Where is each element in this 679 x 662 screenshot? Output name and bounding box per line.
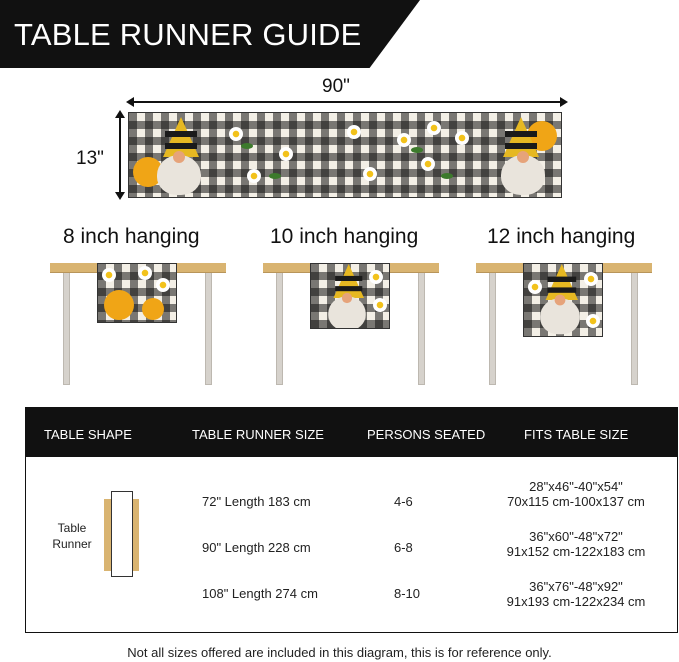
leaf-icon: [441, 173, 453, 179]
runner-illustration: [128, 112, 562, 198]
table-leg: [418, 272, 425, 385]
row1-fit: [494, 479, 658, 509]
runner-shape-icon: [111, 491, 133, 577]
daisy-icon: [373, 298, 387, 312]
daisy-icon: [397, 133, 411, 147]
row3-fit: [494, 579, 658, 609]
hanging-label-12: 12 inch hanging: [487, 225, 636, 248]
header-fits-table-size: FITS TABLE SIZE: [524, 427, 629, 442]
daisy-icon: [229, 127, 243, 141]
table-leg: [276, 272, 283, 385]
daisy-icon: [586, 314, 600, 328]
shape-label-line2: Runner: [52, 537, 92, 551]
row3-fit-cm: 91x193 cm-122x234 cm: [506, 594, 646, 609]
daisy-icon: [102, 268, 116, 282]
gnome-icon: [322, 264, 373, 329]
table-leg: [205, 272, 212, 385]
row1-fit-inches: 28"x46"-40"x54": [529, 479, 623, 494]
header-persons-seated: PERSONS SEATED: [367, 427, 486, 442]
header-runner-size: TABLE RUNNER SIZE: [192, 427, 324, 442]
leaf-icon: [269, 173, 281, 179]
gnome-icon: [533, 264, 587, 336]
daisy-icon: [156, 278, 170, 292]
row2-fit-inches: 36"x60"-48"x72": [529, 529, 623, 544]
hanging-label-10: 10 inch hanging: [270, 225, 419, 248]
gnome-icon: [493, 117, 553, 197]
width-label: 13": [76, 148, 104, 169]
table-leg: [489, 272, 496, 385]
daisy-icon: [584, 272, 598, 286]
row1-persons: 4-6: [394, 494, 413, 509]
daisy-icon: [363, 167, 377, 181]
disclaimer-note: Not all sizes offered are included in this diagram, this is for reference only.: [127, 645, 552, 660]
length-arrow: [128, 101, 566, 103]
hanging-label-8: 8 inch hanging: [63, 225, 200, 248]
row1-fit-cm: 70x115 cm-100x137 cm: [507, 494, 645, 509]
daisy-icon: [369, 270, 383, 284]
header-table-shape: TABLE SHAPE: [44, 427, 132, 442]
row2-size: 90" Length 228 cm: [202, 540, 311, 555]
leaf-icon: [411, 147, 423, 153]
daisy-icon: [421, 157, 435, 171]
row2-fit-cm: 91x152 cm-122x183 cm: [506, 544, 646, 559]
width-arrow: [119, 112, 121, 198]
page-title: TABLE RUNNER GUIDE: [14, 17, 362, 52]
honey-pot-icon: [142, 298, 164, 320]
gnome-icon: [149, 117, 209, 197]
row2-persons: 6-8: [394, 540, 413, 555]
daisy-icon: [528, 280, 542, 294]
row2-fit: [494, 529, 658, 559]
row3-size: 108" Length 274 cm: [202, 586, 318, 601]
daisy-icon: [427, 121, 441, 135]
hanging-runner-8: [97, 263, 177, 323]
shape-label-line1: Table: [57, 521, 87, 535]
hanging-runner-10: [310, 263, 390, 329]
length-label: 90": [322, 76, 350, 97]
daisy-icon: [455, 131, 469, 145]
leaf-icon: [241, 143, 253, 149]
row1-size: 72" Length 183 cm: [202, 494, 311, 509]
daisy-icon: [138, 266, 152, 280]
row3-fit-inches: 36"x76"-48"x92": [529, 579, 623, 594]
table-leg: [63, 272, 70, 385]
daisy-icon: [279, 147, 293, 161]
table-leg: [631, 272, 638, 385]
honey-pot-icon: [104, 290, 134, 320]
daisy-icon: [347, 125, 361, 139]
hanging-runner-12: [523, 263, 603, 337]
row3-persons: 8-10: [394, 586, 421, 601]
daisy-icon: [247, 169, 261, 183]
table-shape-label: [40, 520, 104, 552]
